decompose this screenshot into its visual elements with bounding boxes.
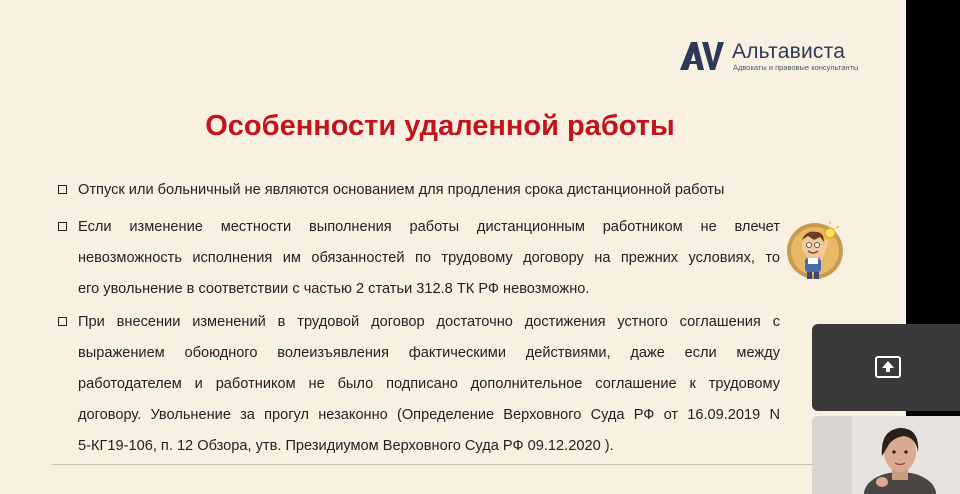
bullet-item [58, 212, 780, 305]
bullet-text: его увольнение в соответствии с частью 2 статьи 312.8 ТК РФ невозможно. [78, 281, 590, 297]
bullet-text: работодателем и работником не было подписано дополнительное соглашение к трудовому [78, 376, 780, 392]
company-logo [680, 40, 880, 74]
share-screen-icon[interactable] [875, 356, 901, 378]
av-logo-icon [680, 42, 724, 70]
bullet-text: 5-КГ19-106, п. 12 Обзора, утв. Президиумом Верховного Суда РФ 09.12.2020 ). [78, 438, 614, 454]
slide-divider [52, 464, 812, 465]
bullet-item [58, 307, 780, 462]
share-screen-tile[interactable] [812, 324, 960, 411]
participant-video-tile[interactable] [812, 416, 960, 494]
bullet-text: Если изменение местности выполнения работы дистанционным работником не влечет [78, 219, 780, 235]
idea-man-icon [786, 220, 844, 282]
bullet-text: невозможность исполнения им обязанностей по трудовому договору на прежних условиях, то [78, 250, 780, 266]
participant-video-image [812, 416, 960, 494]
slide-title: Особенности удаленной работы [205, 110, 675, 142]
bullet-item [58, 175, 780, 206]
bullet-text: выражением обоюдного волеизъявления фактическими действиями, даже если между [78, 345, 780, 361]
checkbox-bullet-icon [58, 222, 67, 231]
checkbox-bullet-icon [58, 185, 67, 194]
bullet-text: Отпуск или больничный не являются основанием для продления срока дистанционной работы [78, 182, 725, 198]
bullet-text: При внесении изменений в трудовой договор достаточно достижения устного соглашения с [78, 314, 780, 330]
logo-tagline: Адвокаты и правовые консультанты [733, 63, 859, 72]
bullet-text: договору. Увольнение за прогул незаконно (Определение Верховного Суда РФ от 16.09.2019 N [78, 407, 780, 423]
checkbox-bullet-icon [58, 317, 67, 326]
logo-name: Альтависта [732, 40, 846, 63]
